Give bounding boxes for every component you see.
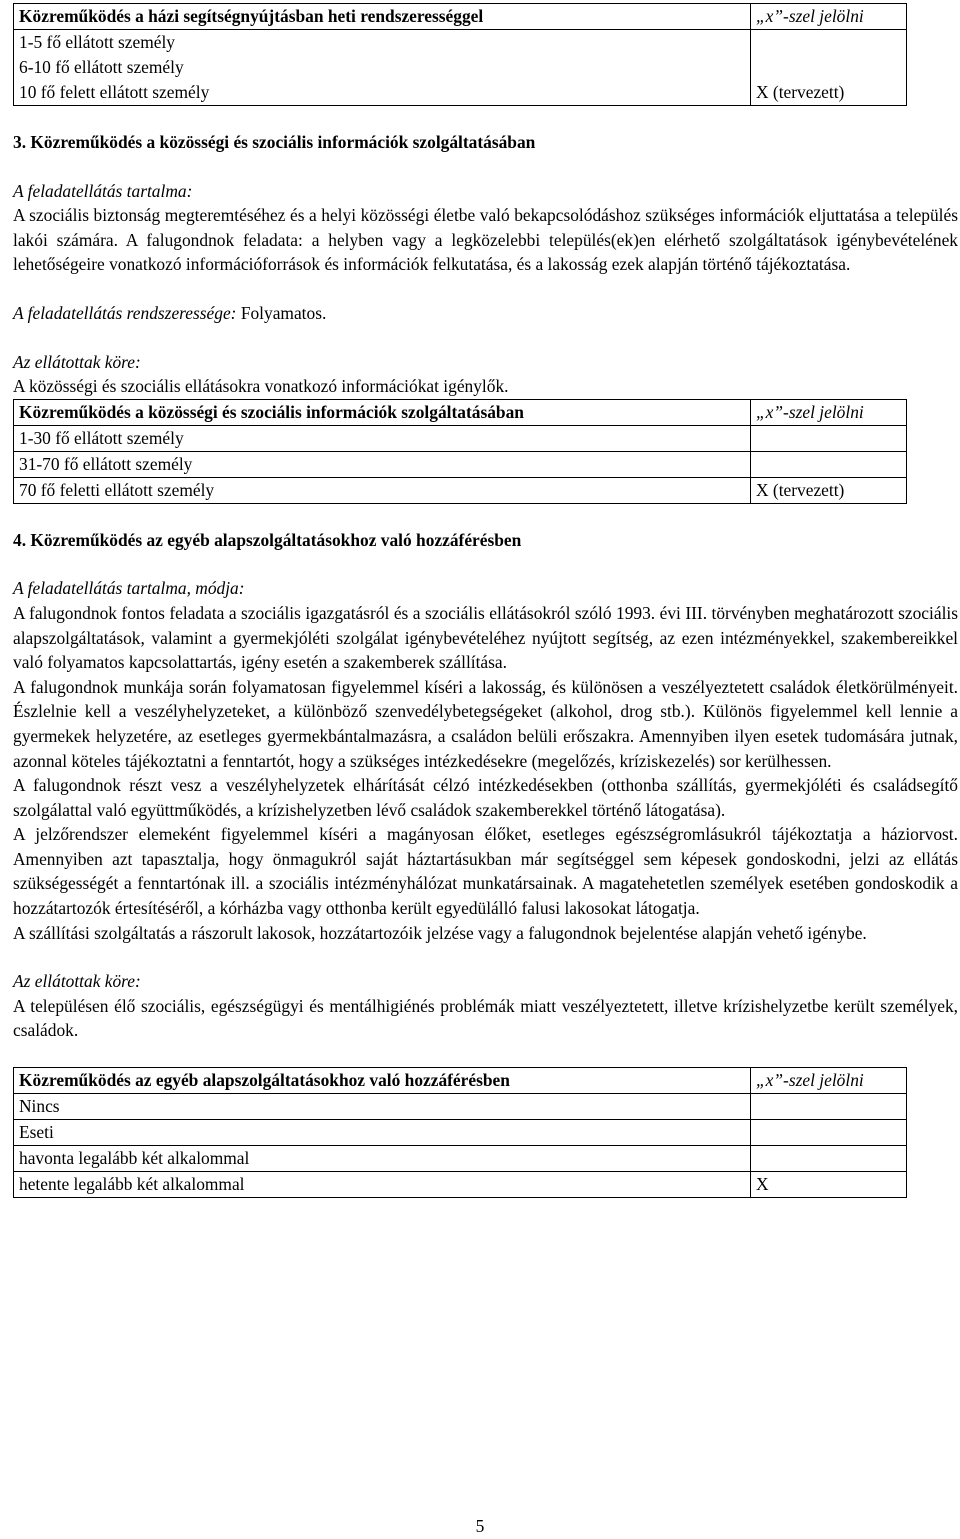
table-row-label: Eseti — [14, 1120, 751, 1146]
table-row — [14, 451, 907, 477]
table-header-row — [14, 1068, 907, 1094]
table-row — [14, 1146, 907, 1172]
table-header-label: Közreműködés az egyéb alapszolgáltatásokhoz való hozzáférésben — [14, 1068, 751, 1094]
table-row-mark — [751, 1146, 907, 1172]
table-row-mark — [751, 1094, 907, 1120]
table-row-mark: X — [751, 1172, 907, 1198]
section-3-regularity — [13, 301, 958, 326]
section-3-heading: 3. Közreműködés a közösségi és szociális információk szolgáltatásában — [13, 132, 536, 152]
section-4-scope-text: A településen élő szociális, egészségügyi és mentálhigiénés problémák miatt veszélyeztetett, illetve krízishelyzetbe került személyek, családok. — [13, 995, 958, 1041]
home-assistance-table — [13, 3, 907, 106]
table-row-mark — [756, 30, 901, 55]
section-3-content-text: A szociális biztonság megteremtéséhez és a helyi közösségi életbe való bekapcsolódáshoz szükséges információk eljuttatása a település lakói számára. A falugondnok feladata: a helyben vagy a legközelebbi település(ek)en elérhető szolgáltatások igénybevételének lehetőségeire vonatkozó információforrások és információk felkutatása, és a lakosság ezek alapján történő tájékoztatása. — [13, 205, 958, 275]
page-number: 5 — [475, 1516, 485, 1536]
table-header-row — [14, 4, 907, 30]
section-3-content-label: A feladatellátás tartalma: — [13, 180, 193, 201]
table-row-mark — [751, 425, 907, 451]
section-4-paragraph: A falugondnok fontos feladata a szociális igazgatásról és a szociális ellátásokról szóló 1993. évi III. törvényben meghatározott szociális alapszolgáltatások, valamint a gyermekjóléti szolgálat igénybevételéhez nyújtott segítség, az ezen intézményekkel, szakembereikkel való folyamatos kapcsolattartás, igény esetén a szakemberek szállítása. — [13, 602, 958, 673]
table-row — [14, 425, 907, 451]
table-header-label: Közreműködés a házi segítségnyújtásban heti rendszerességgel — [14, 4, 751, 30]
table-row — [14, 1094, 907, 1120]
table-row-label: 1-5 fő ellátott személy — [19, 32, 175, 52]
table-row-label: hetente legalább két alkalommal — [14, 1172, 751, 1198]
table-row — [14, 477, 907, 503]
basic-services-access-table — [13, 1067, 907, 1198]
section-3-regularity-label: A feladatellátás rendszeressége: — [13, 302, 237, 323]
table-header-label: Közreműködés a közösségi és szociális információk szolgáltatásában — [14, 399, 751, 425]
table-header-mark: „x”-szel jelölni — [751, 4, 907, 30]
section-4-paragraph: A falugondnok munkája során folyamatosan figyelemmel kíséri a lakosság, és különösen a veszélyeztetett családok életkörülményeit. Észlelnie kell a veszélyhelyzeteket, a különböző szenvedélybetegségeket (alkohol, drog stb.). Különös figyelemmel kell lennie a gyermekek helyzetére, az esetleges gyermekbántalmazásra, a családon belüli erőszakra. Amennyiben ilyen esetek tudomására jutnak, azonnal köteles tájékoztatni a fenntartót, hogy a szükséges intézkedésekre (megelőzés, kríziskezelés) sor kerülhessen. — [13, 676, 958, 771]
section-4-content-label: A feladatellátás tartalma, módja: — [13, 578, 245, 599]
table-row-label: 31-70 fő ellátott személy — [14, 451, 751, 477]
document-page — [13, 0, 958, 1198]
table-row-mark — [751, 451, 907, 477]
section-3-regularity-value: Folyamatos. — [236, 302, 327, 323]
table-row-label: 6-10 fő ellátott személy — [19, 57, 184, 77]
table-row-label: havonta legalább két alkalommal — [14, 1146, 751, 1172]
table-header-row — [14, 399, 907, 425]
section-4-paragraph: A falugondnok részt vesz a veszélyhelyzetek elhárítását célzó intézkedésekben (otthonba szállítás, gyermekjóléti és családsegítő szolgálattal való együttműködés, a krízishelyzetben lévő családok szakemberekkel történő látogatása). — [13, 775, 958, 820]
table-row-label: 1-30 fő ellátott személy — [14, 425, 751, 451]
section-4-heading: 4. Közreműködés az egyéb alapszolgáltatásokhoz való hozzáférésben — [13, 529, 522, 550]
table-row-labels — [14, 30, 751, 106]
table-row-label: Nincs — [14, 1094, 751, 1120]
table-row-mark — [751, 1120, 907, 1146]
table-row-label: 10 fő felett ellátott személy — [19, 82, 210, 102]
section-4-paragraph: A jelzőrendszer elemeként figyelemmel kíséri a magányosan élőket, esetleges egészségromlásukról tájékoztatja a háziorvost. Amennyiben azt tapasztalja, hogy önmagukról saját háztartásukban már segítséggel sem képesek gondoskodni, jelzi az ellátás szükségességét a fenntartónak ill. a szociális intézményhálózat munkatársainak. A magatehetetlen személyek esetében gondoskodik a hozzátartozók értesítéséről, a kórházba vagy otthonba került egyedülálló falusi lakosokat látogatja. — [13, 824, 958, 919]
table-row-label: 70 fő feletti ellátott személy — [14, 477, 751, 503]
table-header-mark: „x”-szel jelölni — [751, 399, 907, 425]
table-row-mark: X (tervezett) — [751, 477, 907, 503]
section-4-paragraph: A szállítási szolgáltatás a rászorult lakosok, hozzátartozóik jelzése vagy a falugondnok bejelentése alapján vehető igénybe. — [13, 922, 867, 943]
table-row-mark: X (tervezett) — [756, 82, 845, 102]
section-4-scope-label: Az ellátottak köre: — [13, 971, 141, 992]
table-row-mark — [756, 55, 901, 80]
table-row-block — [14, 30, 907, 106]
section-3-scope-label: Az ellátottak köre: — [13, 351, 141, 372]
table-row — [14, 1172, 907, 1198]
information-services-table — [13, 399, 907, 504]
table-header-mark: „x”-szel jelölni — [751, 1068, 907, 1094]
table-row-marks — [751, 30, 907, 106]
section-3-scope-text: A közösségi és szociális ellátásokra vonatkozó információkat igénylők. — [13, 376, 509, 397]
table-row — [14, 1120, 907, 1146]
